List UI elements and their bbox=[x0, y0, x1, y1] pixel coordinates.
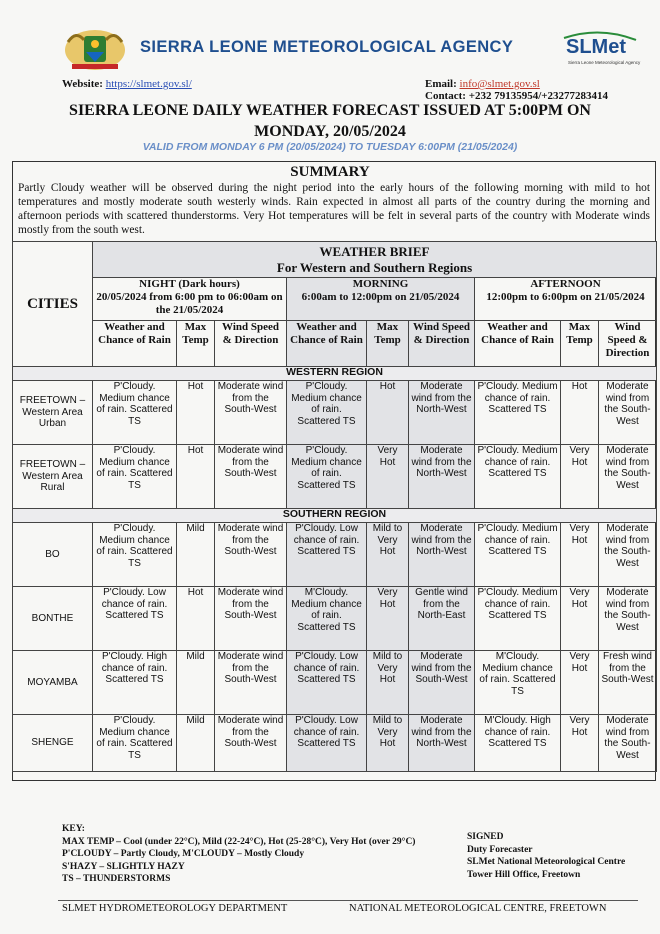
city-name: BO bbox=[13, 523, 93, 587]
temp-cell: Very Hot bbox=[561, 651, 599, 715]
wind-cell: Fresh wind from the South-West bbox=[599, 651, 657, 715]
table-row bbox=[13, 381, 657, 445]
col-header-wind: Wind Speed & Direction bbox=[409, 321, 475, 367]
temp-cell: Hot bbox=[561, 381, 599, 445]
key-section bbox=[62, 823, 415, 886]
region-body bbox=[13, 367, 657, 772]
temp-cell: Mild bbox=[177, 715, 215, 772]
weather-cell: P'Cloudy. Low chance of rain. Scattered TS bbox=[287, 523, 367, 587]
weather-brief-title: WEATHER BRIEF bbox=[319, 243, 430, 259]
email-label: Email: bbox=[425, 78, 457, 90]
weather-cell: P'Cloudy. Medium chance of rain. Scattered TS bbox=[475, 381, 561, 445]
temp-cell: Mild bbox=[177, 651, 215, 715]
wind-cell: Moderate wind from the South-West bbox=[599, 445, 657, 509]
wind-cell: Moderate wind from the North-West bbox=[409, 715, 475, 772]
footer-divider bbox=[58, 900, 638, 901]
weather-cell: P'Cloudy. Medium chance of rain. Scattered TS bbox=[287, 445, 367, 509]
night-period-time: 20/05/2024 from 6:00 pm to 06:00am on the 21/05/2024 bbox=[96, 291, 283, 316]
weather-cell: P'Cloudy. Medium chance of rain. Scattered TS bbox=[93, 715, 177, 772]
wind-cell: Moderate wind from the South-West bbox=[215, 587, 287, 651]
weather-cell: P'Cloudy. Low chance of rain. Scattered TS bbox=[287, 715, 367, 772]
weather-brief-heading bbox=[93, 242, 657, 278]
weather-cell: P'Cloudy. Low chance of rain. Scattered TS bbox=[93, 587, 177, 651]
weather-cell: P'Cloudy. Medium chance of rain. Scattered TS bbox=[287, 381, 367, 445]
city-name: FREETOWN – Western Area Urban bbox=[13, 381, 93, 445]
region-header: WESTERN REGION bbox=[13, 367, 657, 381]
temp-cell: Very Hot bbox=[561, 523, 599, 587]
coat-of-arms-logo bbox=[62, 22, 128, 72]
wind-cell: Moderate wind from the South-West bbox=[215, 651, 287, 715]
wind-cell: Moderate wind from the North-West bbox=[409, 523, 475, 587]
cities-header: CITIES bbox=[13, 242, 93, 367]
slmet-logo-text: SLMet bbox=[566, 36, 626, 58]
weather-cell: P'Cloudy. Medium chance of rain. Scattered TS bbox=[475, 523, 561, 587]
wind-cell: Moderate wind from the South-West bbox=[599, 715, 657, 772]
footer-department: SLMET HYDROMETEOROLOGY DEPARTMENT bbox=[62, 903, 288, 914]
email-link[interactable]: info@slmet.gov.sl bbox=[459, 78, 540, 90]
weather-cell: P'Cloudy. Medium chance of rain. Scattered TS bbox=[93, 445, 177, 509]
temp-cell: Mild to Very Hot bbox=[367, 715, 409, 772]
footer-centre: NATIONAL METEOROLOGICAL CENTRE, FREETOWN bbox=[349, 903, 607, 914]
signed-line: Tower Hill Office, Freetown bbox=[467, 869, 581, 880]
wind-cell: Moderate wind from the South-West bbox=[409, 651, 475, 715]
temp-cell: Hot bbox=[177, 587, 215, 651]
wind-cell: Moderate wind from the South-West bbox=[215, 381, 287, 445]
wind-cell: Moderate wind from the South-West bbox=[599, 381, 657, 445]
city-name: BONTHE bbox=[13, 587, 93, 651]
col-header-wind: Wind Speed & Direction bbox=[215, 321, 287, 367]
key-line: P'CLOUDY – Partly Cloudy, M'CLOUDY – Mostly Cloudy bbox=[62, 849, 305, 859]
validity-period: VALID FROM MONDAY 6 PM (20/05/2024) TO TUESDAY 6:00PM (21/05/2024) bbox=[142, 141, 518, 153]
morning-period-time: 6:00am to 12:00pm on 21/05/2024 bbox=[301, 291, 460, 303]
temp-cell: Mild bbox=[177, 523, 215, 587]
city-name: FREETOWN – Western Area Rural bbox=[13, 445, 93, 509]
weather-brief-subtitle: For Western and Southern Regions bbox=[276, 259, 473, 275]
col-header-wind: Wind Speed & Direction bbox=[599, 321, 657, 367]
key-line: MAX TEMP – Cool (under 22°C), Mild (22-24°C), Hot (25-28°C), Very Hot (over 29°C) bbox=[62, 836, 416, 847]
wind-cell: Moderate wind from the South-West bbox=[215, 523, 287, 587]
contact-value: +232 79135954/+23277283414 bbox=[468, 90, 609, 102]
weather-cell: M'Cloudy. High chance of rain. Scattered TS bbox=[475, 715, 561, 772]
temp-cell: Mild to Very Hot bbox=[367, 651, 409, 715]
table-row bbox=[13, 587, 657, 651]
temp-cell: Very Hot bbox=[561, 715, 599, 772]
morning-period-header bbox=[287, 278, 475, 321]
weather-cell: P'Cloudy. Medium chance of rain. Scattered TS bbox=[475, 587, 561, 651]
afternoon-period-time: 12:00pm to 6:00pm on 21/05/2024 bbox=[486, 291, 645, 303]
temp-cell: Hot bbox=[177, 381, 215, 445]
temp-cell: Mild to Very Hot bbox=[367, 523, 409, 587]
temp-cell: Hot bbox=[367, 381, 409, 445]
wind-cell: Gentle wind from the North-East bbox=[409, 587, 475, 651]
contact-label: Contact: bbox=[425, 90, 466, 102]
wind-cell: Moderate wind from the South-West bbox=[215, 445, 287, 509]
key-line: TS – THUNDERSTORMS bbox=[62, 874, 171, 884]
signed-line: SIGNED bbox=[467, 832, 504, 842]
city-name: MOYAMBA bbox=[13, 651, 93, 715]
slmet-logo-tagline: Sierra Leone Meteorological Agency bbox=[568, 60, 641, 65]
key-title: KEY: bbox=[62, 824, 85, 834]
weather-cell: P'Cloudy. Medium chance of rain. Scattered TS bbox=[93, 523, 177, 587]
table-row bbox=[13, 523, 657, 587]
col-header-temp: Max Temp bbox=[177, 321, 215, 367]
temp-cell: Very Hot bbox=[367, 587, 409, 651]
signature-block bbox=[467, 831, 625, 881]
weather-cell: P'Cloudy. Low chance of rain. Scattered TS bbox=[287, 651, 367, 715]
weather-cell: M'Cloudy. Medium chance of rain. Scattered TS bbox=[475, 651, 561, 715]
region-header: SOUTHERN REGION bbox=[13, 509, 657, 523]
forecast-title-line1: SIERRA LEONE DAILY WEATHER FORECAST ISSUED AT 5:00PM ON bbox=[69, 102, 591, 119]
city-name: SHENGE bbox=[13, 715, 93, 772]
afternoon-period-name: AFTERNOON bbox=[530, 278, 601, 290]
col-header-weather: Weather and Chance of Rain bbox=[93, 321, 177, 367]
table-row bbox=[13, 651, 657, 715]
summary-title: SUMMARY bbox=[290, 164, 370, 180]
summary-text: Partly Cloudy weather will be observed during the night period into the early hours of the following morning with mild to hot temperatures and mostly moderate south westerly winds. Rain expected in almost all parts of the country during the morning and afternoon periods with scattered thunderstorms. Very Hot temperatures will be felt in several parts of the country with Moderate winds mostly from the south west. bbox=[18, 182, 650, 236]
temp-cell: Hot bbox=[177, 445, 215, 509]
temp-cell: Very Hot bbox=[367, 445, 409, 509]
forecast-title-line2: MONDAY, 20/05/2024 bbox=[254, 123, 406, 140]
temp-cell: Very Hot bbox=[561, 445, 599, 509]
night-period-name: NIGHT (Dark hours) bbox=[139, 278, 240, 290]
key-line: S'HAZY – SLIGHTLY HAZY bbox=[62, 861, 185, 872]
weather-brief-table bbox=[12, 241, 657, 772]
table-row bbox=[13, 445, 657, 509]
wind-cell: Moderate wind from the North-West bbox=[409, 445, 475, 509]
table-row bbox=[13, 715, 657, 772]
email-line bbox=[425, 78, 540, 90]
col-header-temp: Max Temp bbox=[367, 321, 409, 367]
weather-cell: M'Cloudy. Medium chance of rain. Scattered TS bbox=[287, 587, 367, 651]
weather-cell: P'Cloudy. High chance of rain. Scattered TS bbox=[93, 651, 177, 715]
wind-cell: Moderate wind from the South-West bbox=[599, 523, 657, 587]
col-header-weather: Weather and Chance of Rain bbox=[475, 321, 561, 367]
temp-cell: Very Hot bbox=[561, 587, 599, 651]
wind-cell: Moderate wind from the South-West bbox=[599, 587, 657, 651]
website-link[interactable]: https://slmet.gov.sl/ bbox=[105, 78, 192, 90]
signed-line: SLMet National Meteorological Centre bbox=[467, 857, 626, 867]
wind-cell: Moderate wind from the North-West bbox=[409, 381, 475, 445]
website-label: Website: bbox=[62, 78, 103, 90]
signed-line: Duty Forecaster bbox=[467, 844, 533, 855]
col-header-temp: Max Temp bbox=[561, 321, 599, 367]
morning-period-name: MORNING bbox=[352, 278, 409, 290]
afternoon-period-header bbox=[475, 278, 657, 321]
agency-name: SIERRA LEONE METEOROLOGICAL AGENCY bbox=[140, 38, 514, 56]
night-period-header bbox=[93, 278, 287, 321]
website-line bbox=[62, 78, 192, 90]
col-header-weather: Weather and Chance of Rain bbox=[287, 321, 367, 367]
weather-cell: P'Cloudy. Medium chance of rain. Scattered TS bbox=[93, 381, 177, 445]
weather-cell: P'Cloudy. Medium chance of rain. Scattered TS bbox=[475, 445, 561, 509]
wind-cell: Moderate wind from the South-West bbox=[215, 715, 287, 772]
slmet-logo bbox=[560, 30, 640, 70]
